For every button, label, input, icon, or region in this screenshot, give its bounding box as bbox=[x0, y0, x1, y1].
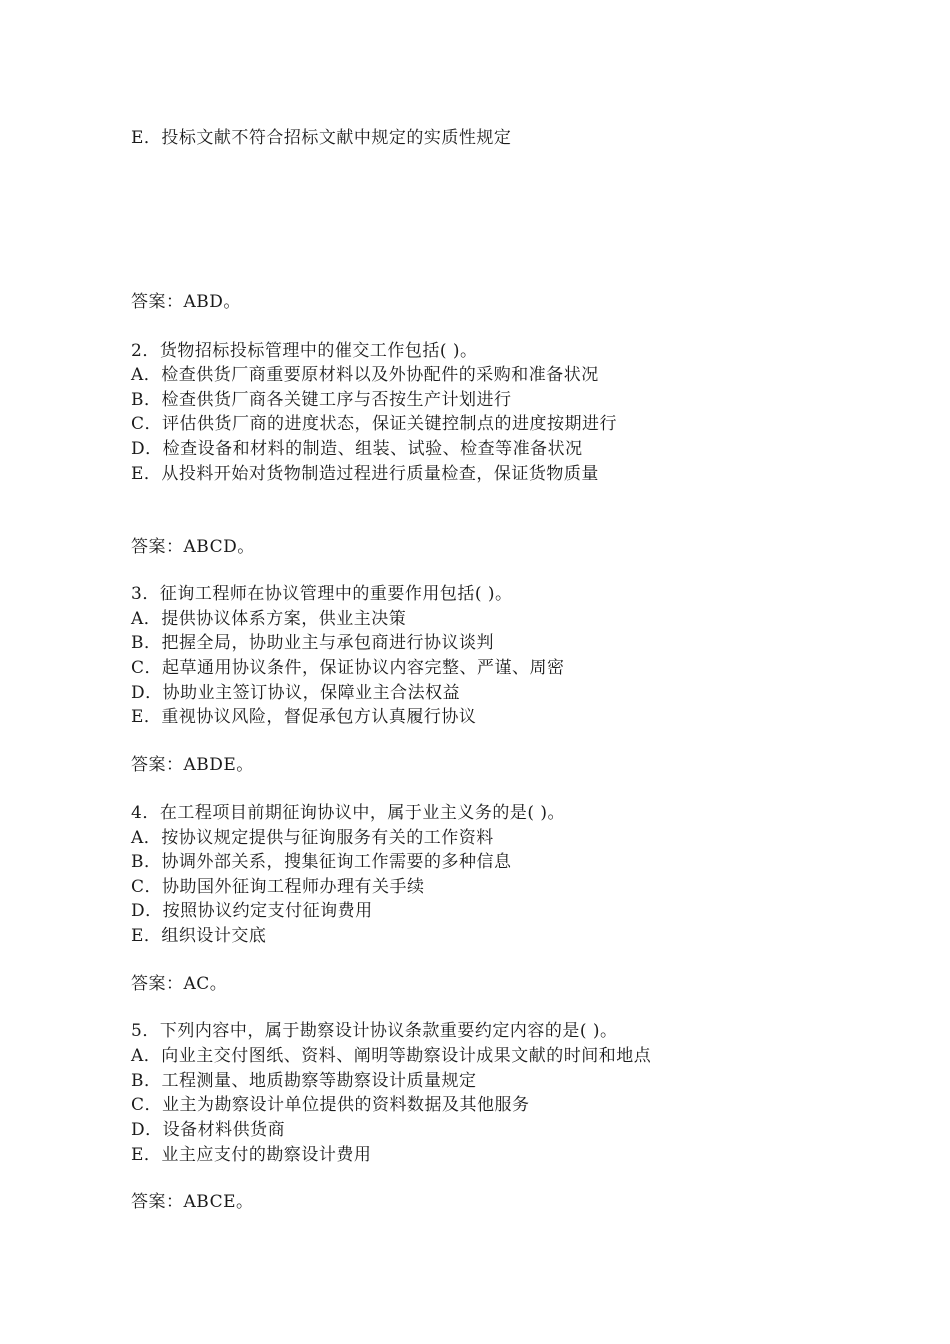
q3-option-a: A．提供协议体系方案，供业主决策 bbox=[131, 609, 407, 629]
q2-option-d: D．检查设备和材料的制造、组装、试验、检查等准备状况 bbox=[131, 439, 583, 459]
answer-q4: 答案：AC。 bbox=[131, 974, 228, 994]
question-5: 5．下列内容中，属于勘察设计协议条款重要约定内容的是( )。 bbox=[131, 1021, 618, 1041]
q5-option-d: D．设备材料供货商 bbox=[131, 1120, 286, 1140]
q2-option-a: A．检查供货厂商重要原材料以及外协配件的采购和准备状况 bbox=[131, 365, 599, 385]
q2-option-c: C．评估供货厂商的进度状态，保证关键控制点的进度按期进行 bbox=[131, 414, 618, 434]
question-3: 3．征询工程师在协议管理中的重要作用包括( )。 bbox=[131, 584, 513, 604]
answer-q1: 答案：ABD。 bbox=[131, 292, 241, 312]
question-2: 2．货物招标投标管理中的催交工作包括( )。 bbox=[131, 341, 478, 361]
q2-option-b: B．检查供货厂商各关键工序与否按生产计划进行 bbox=[131, 390, 512, 410]
answer-q5: 答案：ABCE。 bbox=[131, 1192, 254, 1212]
q3-option-e: E．重视协议风险，督促承包方认真履行协议 bbox=[131, 707, 477, 727]
answer-q3: 答案：ABDE。 bbox=[131, 755, 254, 775]
q3-option-c: C．起草通用协议条件，保证协议内容完整、严谨、周密 bbox=[131, 658, 565, 678]
answer-q2: 答案：ABCD。 bbox=[131, 537, 255, 557]
question-4: 4．在工程项目前期征询协议中，属于业主义务的是( )。 bbox=[131, 803, 565, 823]
q5-option-a: A．向业主交付图纸、资料、阐明等勘察设计成果文献的时间和地点 bbox=[131, 1046, 652, 1066]
q4-option-e: E．组织设计交底 bbox=[131, 926, 267, 946]
q4-option-b: B．协调外部关系，搜集征询工作需要的多种信息 bbox=[131, 852, 512, 872]
q4-option-c: C．协助国外征询工程师办理有关手续 bbox=[131, 877, 425, 897]
q5-option-b: B．工程测量、地质勘察等勘察设计质量规定 bbox=[131, 1071, 477, 1091]
q5-option-c: C．业主为勘察设计单位提供的资料数据及其他服务 bbox=[131, 1095, 530, 1115]
q4-option-a: A．按协议规定提供与征询服务有关的工作资料 bbox=[131, 828, 494, 848]
q3-option-b: B．把握全局，协助业主与承包商进行协议谈判 bbox=[131, 633, 494, 653]
option-e-prev-question: E．投标文献不符合招标文献中规定的实质性规定 bbox=[131, 128, 512, 148]
q4-option-d: D．按照协议约定支付征询费用 bbox=[131, 901, 373, 921]
q2-option-e: E．从投料开始对货物制造过程进行质量检查，保证货物质量 bbox=[131, 464, 599, 484]
q5-option-e: E．业主应支付的勘察设计费用 bbox=[131, 1145, 372, 1165]
q3-option-d: D．协助业主签订协议，保障业主合法权益 bbox=[131, 683, 461, 703]
